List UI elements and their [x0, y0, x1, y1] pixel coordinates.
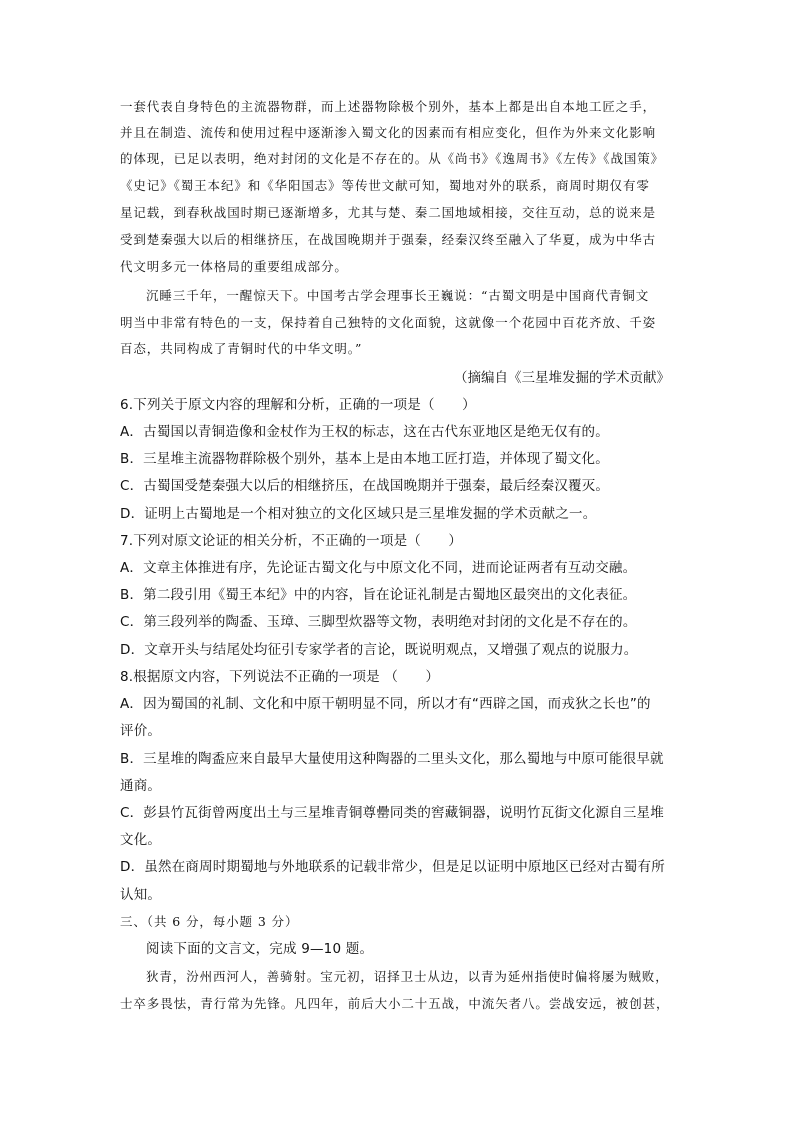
- question-7-option-c: C．第三段列举的陶盉、玉璋、三脚型炊器等文物，表明绝对封闭的文化是不存在的。: [120, 614, 637, 630]
- question-8-stem: 8.根据原文内容，下列说法不正确的一项是 （ ）: [120, 669, 440, 685]
- question-8-option-b-cont: 通商。: [120, 778, 162, 794]
- question-8-option-d-cont: 认知。: [120, 887, 162, 903]
- question-7-stem: 7.下列对原文论证的相关分析，不正确的一项是（ ）: [120, 533, 463, 549]
- question-6-stem: 6.下列关于原文内容的理解和分析，正确的一项是（ ）: [120, 397, 476, 413]
- section-3-instruction: 阅读下面的文言文，完成 9—10 题。: [146, 941, 374, 957]
- question-7-option-d: D．文章开头与结尾处均征引专家学者的言论，既说明观点，又增强了观点的说服力。: [120, 642, 638, 658]
- question-6-option-d: D．证明上古蜀地是一个相对独立的文化区域只是三星堆发掘的学术贡献之一。: [120, 506, 597, 522]
- section-3-header: 三、（共 6 分，每小题 3 分）: [120, 914, 299, 929]
- passage-line: 百态，共同构成了青铜时代的中华文明。”: [120, 341, 363, 356]
- passage-line: 沉睡三千年，一醒惊天下。中国考古学会理事长王巍说：“古蜀文明是中国商代青铜文: [146, 288, 650, 303]
- passage-line: 代文明多元一体格局的重要组成部分。: [120, 259, 348, 274]
- question-8-option-b: B．三星堆的陶盉应来自最早大量使用这种陶器的二里头文化，那么蜀地与中原可能很早就: [120, 751, 664, 767]
- passage-line: 并且在制造、流传和使用过程中逐渐渗入蜀文化的因素而有相应变化，但作为外来文化影响: [120, 125, 657, 140]
- source-attribution: （摘编自《三星堆发掘的学术贡献》: [454, 370, 670, 386]
- question-6-option-a: A．古蜀国以青铜造像和金杖作为王权的标志，这在古代东亚地区是绝无仅有的。: [120, 424, 609, 440]
- question-6-option-c: C．古蜀国受楚秦强大以后的相继挤压，在战国晚期并于强秦，最后经秦汉覆灭。: [120, 478, 610, 494]
- passage-line: 一套代表自身特色的主流器物群，而上述器物除极个别外，基本上都是出自本地工匠之手，: [120, 99, 657, 114]
- passage-line: 的体现，已足以表明，绝对封闭的文化是不存在的。从《尚书》《逸周书》《左传》《战国策》: [120, 151, 665, 166]
- passage-line: 受到楚秦强大以后的相继挤压，在战国晚期并于强秦，经秦汉终至融入了华夏，成为中华古: [120, 232, 657, 247]
- passage-line: 星记载，到春秋战国时期已逐渐增多，尤其与楚、秦二国地域相接，交往互动，总的说来是: [120, 205, 657, 220]
- question-8-option-c-cont: 文化。: [120, 832, 162, 848]
- question-8-option-a-cont: 评价。: [120, 723, 162, 739]
- classical-text-line: 士卒多畏怯，青行常为先锋。凡四年，前后大小二十五战，中流矢者八。尝战安远，被创甚，: [120, 996, 670, 1011]
- question-8-option-c: C．彭县竹瓦街曾两度出土与三星堆青铜尊罍同类的窖藏铜器，说明竹瓦街文化源自三星堆: [120, 805, 664, 821]
- classical-text-line: 狄青，汾州西河人，善骑射。宝元初，诏择卫士从边，以青为延州指使时偏将屡为贼败，: [146, 969, 669, 984]
- question-7-option-b: B．第二段引用《蜀王本纪》中的内容，旨在论证礼制是古蜀地区最突出的文化表征。: [120, 587, 637, 603]
- passage-line: 明当中非常有特色的一支，保持着自己独特的文化面貌，这就像一个花园中百花齐放、千姿: [120, 315, 657, 330]
- question-8-option-a: A．因为蜀国的礼制、文化和中原干朝明显不同，所以才有“西辟之国，而戎狄之长也”的: [120, 696, 651, 712]
- question-6-option-b: B．三星堆主流器物群除极个别外，基本上是由本地工匠打造，并体现了蜀文化。: [120, 451, 609, 467]
- passage-line: 《史记》《蜀王本纪》和《华阳国志》等传世文献可知，蜀地对外的联系，商周时期仅有零: [120, 178, 650, 193]
- question-7-option-a: A．文章主体推进有序，先论证古蜀文化与中原文化不同，进而论证两者有互动交融。: [120, 560, 637, 576]
- question-8-option-d: D．虽然在商周时期蜀地与外地联系的记载非常少，但是足以证明中原地区已经对古蜀有所: [120, 859, 665, 875]
